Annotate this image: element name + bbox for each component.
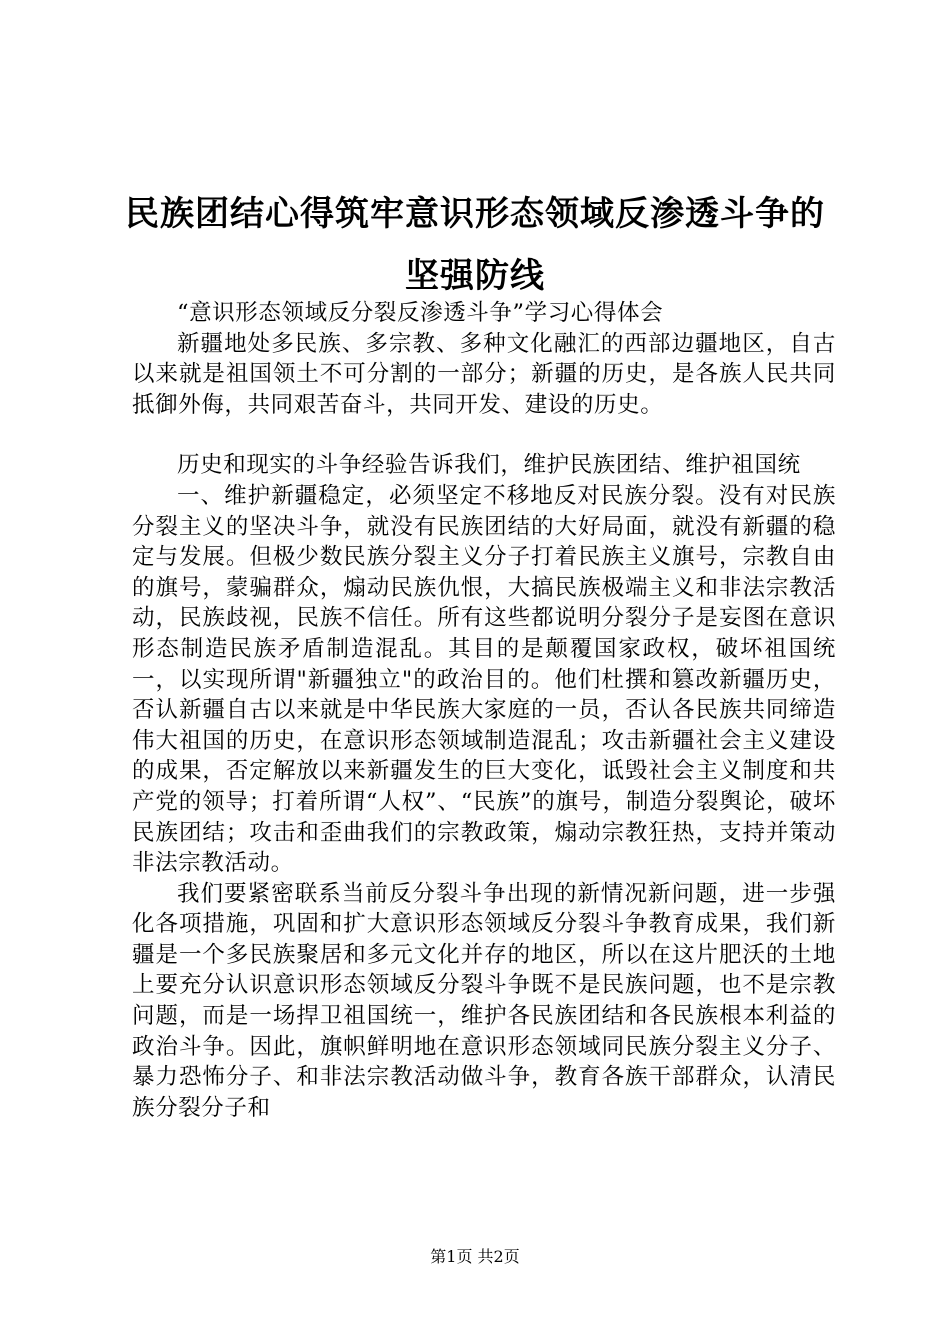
- document-body: [132, 298, 836, 1123]
- body-paragraph: 我们要紧密联系当前反分裂斗争出现的新情况新问题，进一步强化各项措施，巩固和扩大意识形态领域反分裂斗争教育成果，我们新疆是一个多民族聚居和多元文化并存的地区，所以在这片肥沃的土地上要充分认识意识形态领域反分裂斗争既不是民族问题，也不是宗教问题，而是一场捍卫祖国统一，维护各民族团结和各民族根本利益的政治斗争。因此，旗帜鲜明地在意识形态领域同民族分裂主义分子、暴力恐怖分子、和非法宗教活动做斗争，教育各族干部群众，认清民族分裂分子和: [132, 880, 836, 1121]
- body-paragraph: 历史和现实的斗争经验告诉我们，维护民族团结、维护祖国统: [177, 452, 801, 479]
- document-title-line-1: 民族团结心得筑牢意识形态领域反渗透斗争的: [125, 194, 825, 234]
- subtitle-paragraph: “意识形态领域反分裂反渗透斗争”学习心得体会: [177, 300, 664, 326]
- body-paragraph: 新疆地处多民族、多宗教、多种文化融汇的西部边疆地区，自古以来就是祖国领土不可分割的一部分；新疆的历史，是各族人民共同抵御外侮，共同艰苦奋斗，共同开发、建设的历史。: [132, 330, 836, 418]
- document-title-line-2: 坚强防线: [405, 256, 545, 296]
- page-number-footer: 第1页 共2页: [430, 1247, 520, 1266]
- body-paragraph: 一、维护新疆稳定，必须坚定不移地反对民族分裂。没有对民族分裂主义的坚决斗争，就没有民族团结的大好局面，就没有新疆的稳定与发展。但极少数民族分裂主义分子打着民族主义旗号，宗教自由的旗号，蒙骗群众，煽动民族仇恨，大搞民族极端主义和非法宗教活动，民族歧视，民族不信任。所有这些都说明分裂分子是妄图在意识形态制造民族矛盾制造混乱。其目的是颠覆国家政权，破坏祖国统一，以实现所谓"新疆独立"的政治目的。他们杜撰和篡改新疆历史，否认新疆自古以来就是中华民族大家庭的一员，否认各民族共同缔造伟大祖国的历史，在意识形态领域制造混乱；攻击新疆社会主义建设的成果，否定解放以来新疆发生的巨大变化，诋毁社会主义制度和共产党的领导；打着所谓“人权”、“民族”的旗号，制造分裂舆论，破坏民族团结；攻击和歪曲我们的宗教政策，煽动宗教狂热，支持并策动非法宗教活动。: [132, 482, 836, 877]
